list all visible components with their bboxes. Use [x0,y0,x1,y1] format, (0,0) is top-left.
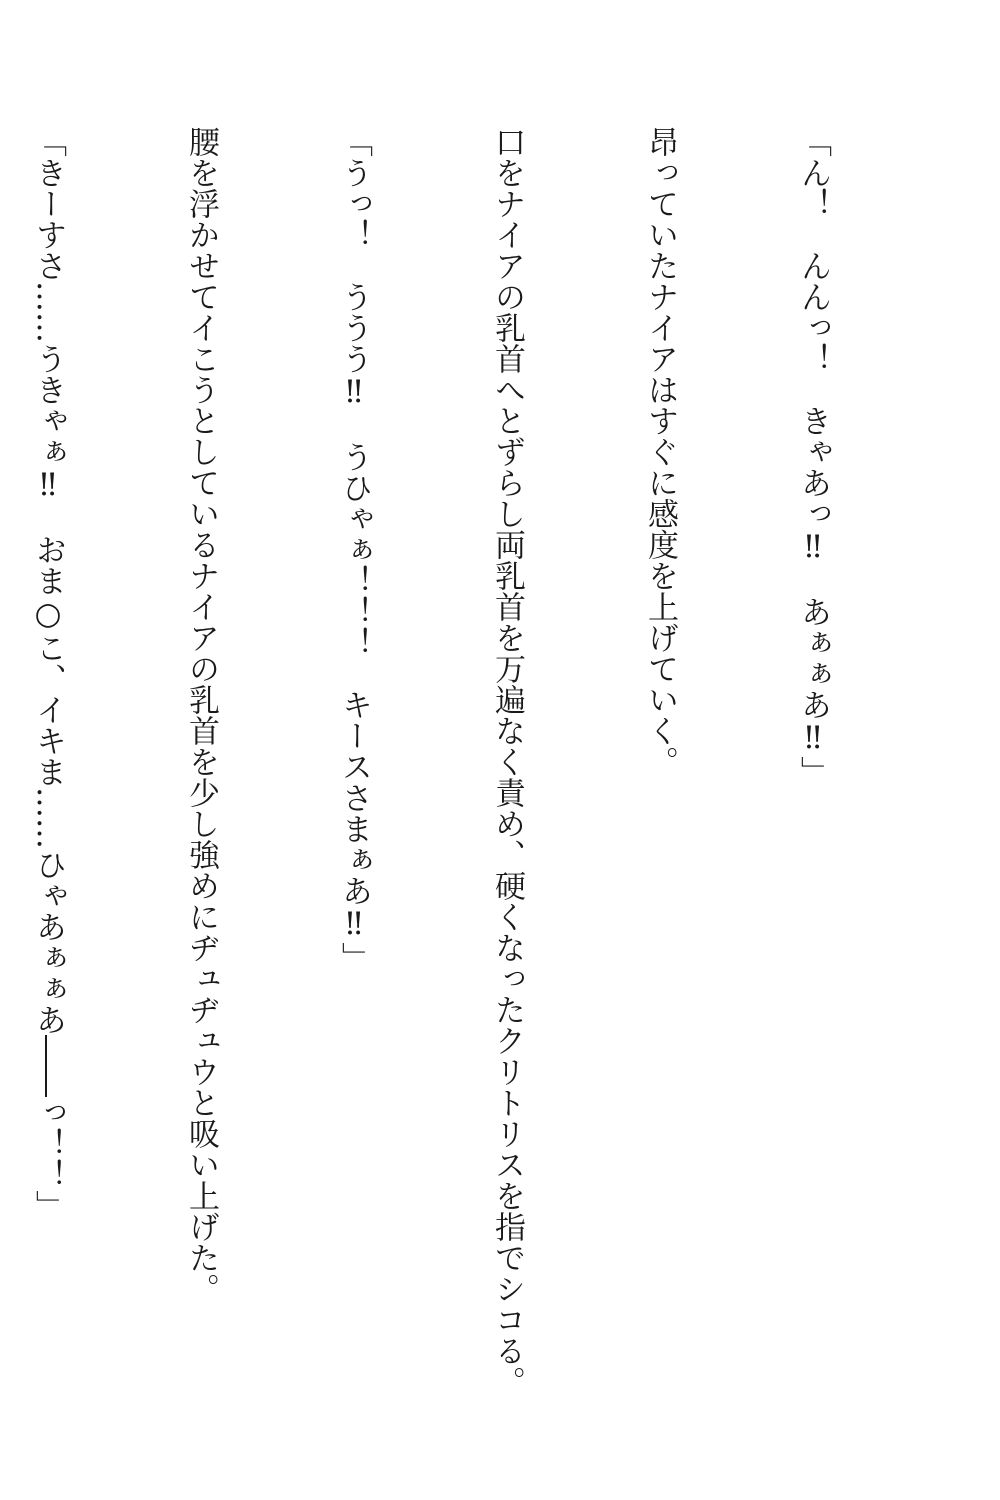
text-line: 腰を浮かせてイこうとしているナイアの乳首を少し強めにヂュヂュウと吸い上げた。 [183,126,219,1304]
text-line: 「ん！ んんっ！ きゃあっ‼ あぁぁあ‼」 [795,126,831,787]
vertical-text-body [0,126,940,1416]
text-line: 「きーすさ……うきゃぁ‼ おま○こ、イキま……ひゃあぁぁあ――っ！！」 [30,126,66,1221]
text-line: 口をナイアの乳首へとずらし両乳首を万遍なく責め、硬くなったクリトリスを指でシコる。 [489,126,525,1397]
text-line: 「うっ！ ううう‼ うひゃぁ！！！ キースさまぁあ‼」 [336,126,372,973]
text-line: 昂っていたナイアはすぐに感度を上げていく。 [642,126,678,777]
